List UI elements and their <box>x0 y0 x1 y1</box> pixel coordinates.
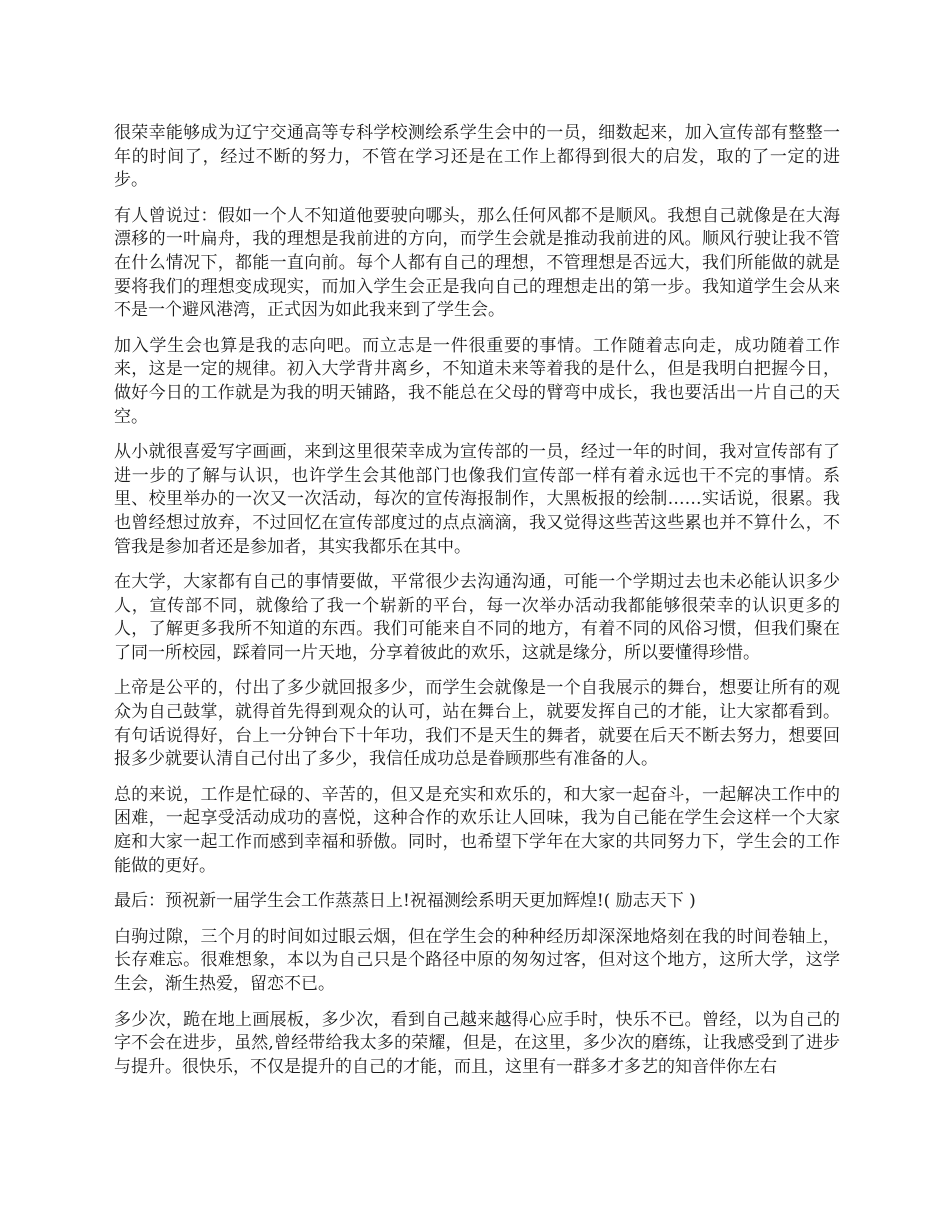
paragraph: 在大学，大家都有自己的事情要做，平常很少去沟通沟通，可能一个学期过去也未必能认识多少人，宣传部不同，就像给了我一个崭新的平台，每一次举办活动我都能够很荣幸的认识更多的人，了解更多我所不知道的东西。我们可能来自不同的地方，有着不同的风俗习惯，但我们聚在了同一所校园，踩着同一片天地，分享着彼此的欢乐，这就是缘分，所以要懂得珍惜。 <box>114 572 840 663</box>
paragraph: 上帝是公平的，付出了多少就回报多少，而学生会就像是一个自我展示的舞台，想要让所有的观众为自己鼓掌，就得首先得到观众的认可，站在舞台上，就要发挥自己的才能，让大家都看到。有句话说得好，台上一分钟台下十年功，我们不是天生的舞者，就要在后天不断去努力，想要回报多少就要认清自己付出了多少，我信任成功总是眷顾那些有准备的人。 <box>114 678 840 770</box>
document-body <box>114 122 840 1091</box>
paragraph: 最后：预祝新一届学生会工作蒸蒸日上!祝福测绘系明天更加辉煌!( 励志天下 ) <box>114 891 696 912</box>
paragraph: 从小就很喜爱写字画画，来到这里很荣幸成为宣传部的一员，经过一年的时间，我对宣传部有了进一步的了解与认识，也许学生会其他部门也像我们宣传部一样有着永远也干不完的事情。系里、校里举办的一次又一次活动，每次的宣传海报制作，大黑板报的绘制……实话说，很累。我也曾经想过放弃，不过回忆在宣传部度过的点点滴滴，我又觉得这些苦这些累也并不算什么，不管我是参加者还是参加者，其实我都乐在其中。 <box>114 442 840 557</box>
paragraph: 多少次，跪在地上画展板，多少次，看到自己越来越得心应手时，快乐不已。曾经，以为自己的字不会在进步，虽然,曾经带给我太多的荣耀，但是，在这里，多少次的磨练，让我感受到了进步与提升。很快乐，不仅是提升的自己的才能，而且，这里有一群多才多艺的知音伴你左右 <box>114 1009 840 1077</box>
paragraph: 很荣幸能够成为辽宁交通高等专科学校测绘系学生会中的一员，细数起来，加入宣传部有整整一年的时间了，经过不断的努力，不管在学习还是在工作上都得到很大的启发，取的了一定的进步。 <box>114 123 840 191</box>
paragraph: 总的来说，工作是忙碌的、辛苦的，但又是充实和欢乐的，和大家一起奋斗，一起解决工作中的困难，一起享受活动成功的喜悦，这种合作的欢乐让人回味，我为自己能在学生会这样一个大家庭和大家一起工作而感到幸福和骄傲。同时，也希望下学年在大家的共同努力下，学生会的工作能做的更好。 <box>114 784 840 876</box>
paragraph: 白驹过隙，三个月的时间如过眼云烟，但在学生会的种种经历却深深地烙刻在我的时间卷轴上，长存难忘。很难想象，本以为自己只是个路径中原的匆匆过客，但对这个地方，这所大学，这学生会，渐生热爱，留恋不已。 <box>114 926 840 994</box>
paragraph: 加入学生会也算是我的志向吧。而立志是一件很重要的事情。工作随着志向走，成功随着工作来，这是一定的规律。初入大学背井离乡，不知道未来等着我的是什么，但是我明白把握今日，做好今日的工作就是为我的明天铺路，我不能总在父母的臂弯中成长，我也要活出一片自己的天空。 <box>114 335 840 427</box>
paragraph: 有人曾说过：假如一个人不知道他要驶向哪头，那么任何风都不是顺风。我想自己就像是在大海漂移的一叶扁舟，我的理想是我前进的方向，而学生会就是推动我前进的风。顺风行驶让我不管在什么情况下，都能一直向前。每个人都有自己的理想，不管理想是否远大，我们所能做的就是要将我们的理想变成现实，而加入学生会正是我向自己的理想走出的第一步。我知道学生会从来不是一个避风港湾，正式因为如此我来到了学生会。 <box>114 205 840 321</box>
